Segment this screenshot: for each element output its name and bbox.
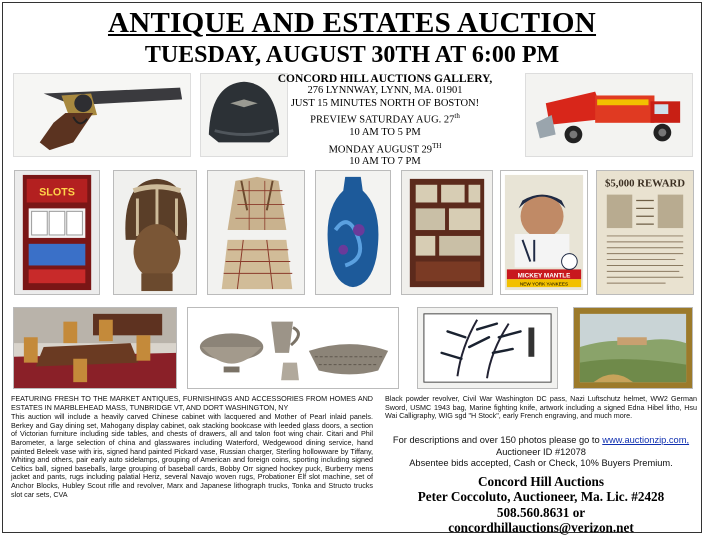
flyer-subtitle: TUESDAY, AUGUST 30TH AT 6:00 PM xyxy=(144,42,560,68)
baseball-card-name: MICKEY MANTLE xyxy=(517,272,571,280)
gallery-directions: JUST 15 MINUTES NORTH OF BOSTON! xyxy=(290,97,480,109)
preview-saturday-hours: 10 AM TO 5 PM xyxy=(349,127,421,139)
leather-helmet-photo xyxy=(113,170,197,295)
bamboo-artwork-photo xyxy=(417,307,558,389)
auction-terms: Absentee bids accepted, Cash or Check, 10% Buyers Premium. xyxy=(409,458,673,469)
contact-block xyxy=(385,474,697,536)
auctionzip-link[interactable]: www.auctionzip.com, xyxy=(602,435,690,445)
description-body: This auction will include a heavily carved Chinese cabinet with lacquered and Mother of Pearl inlaid panels. Berkey and Gay dining set, Mahogany display cabinet, oak stacking bookcase with leeded glass doors, a section of Victorian furniture including side tables, and chests of drawers, all and talon foot wing chair. Citari and Phil Barometer, a large selection of china and glasswares including Waterford, Wedgewood dining service, hand painted Beleek vase with iris, signed hand painted Pickard vase, Russian charger, Sterling hollowware by Tiffany, Whiting and others, pair early auto sidelamps, grouping of American and foreign coins, sporting including signed Celtics ball, signed baseballs, large grouping of baseball cards, Bobby Orr signed hockey puck, Burberry mens jacket and pants, rugs including palatial Heriz, several Navajo woven rugs, Probationer Elf slot machine, set of Anchor Blocks, Hubley Scout rifle and revolver, Marx and Japanese lithograph trucks, Tonka and Structo trucks slot car sets, CVA xyxy=(11,412,373,499)
poster-headline: $5,000 REWARD xyxy=(604,177,686,190)
burberry-jacket-photo xyxy=(207,170,305,295)
description-intro: FEATURING FRESH TO THE MARKET ANTIQUES, FURNISHINGS AND ACCESSORIES FROM HOMES AND ESTATES IN MARBLEHEAD MASS, TUNBRIDGE VT, AND DORT WASHINGTON, NY xyxy=(11,394,373,412)
gallery-name: CONCORD HILL AUCTIONS GALLERY, xyxy=(277,73,493,85)
gallery-address: 276 LYNNWAY, LYNN, MA. 01901 xyxy=(307,85,463,97)
auction-description xyxy=(11,395,373,500)
slot-machine-brand: SLOTS xyxy=(39,186,75,199)
dining-set-photo xyxy=(13,307,177,389)
slot-machine-photo xyxy=(14,170,100,295)
preview-saturday: PREVIEW SATURDAY AUG. 27th xyxy=(310,112,460,126)
silver-hollowware-photo xyxy=(187,307,399,389)
email-address[interactable]: concordhillauctions@verizon.net xyxy=(448,520,634,536)
reward-poster-photo xyxy=(596,170,694,295)
toy-truck-photo xyxy=(525,73,693,157)
photos-line: For descriptions and over 150 photos please go to www.auctionzip.com, xyxy=(392,435,690,445)
landscape-painting-photo xyxy=(573,307,693,389)
auction-flyer xyxy=(2,2,702,536)
company-name: Concord Hill Auctions xyxy=(477,474,605,489)
preview-monday: MONDAY AUGUST 29TH xyxy=(328,141,442,156)
auctioneer-id: Auctioneer ID #12078 xyxy=(496,446,586,457)
baseball-card-team: NEW YORK YANKEES xyxy=(519,281,569,287)
baseball-card-photo xyxy=(500,170,588,295)
vase-photo xyxy=(315,170,391,295)
phone-number: 508.560.8631 or xyxy=(496,504,586,520)
auctioneer-name: Peter Coccoluto, Auctioneer, Ma. Lic. #2428 xyxy=(417,489,665,505)
preview-monday-hours: 10 AM TO 7 PM xyxy=(349,156,421,168)
flyer-title: ANTIQUE AND ESTATES AUCTION xyxy=(107,7,597,39)
description-continued: Black powder revolver, Civil War Washington DC pass, Nazi Luftschutz helmet, WW2 German Sword, USMC 1943 bag, Marine fighting knife, artwork including a signed Edna Hibel litho, Hsu Wai Calligraphy, WIG sgd "H Stock", early French engraving, and much more. xyxy=(385,394,697,421)
auction-info xyxy=(385,435,697,470)
chinese-cabinet-photo xyxy=(401,170,493,295)
gallery-info xyxy=(265,73,505,169)
revolver-photo xyxy=(13,73,191,157)
